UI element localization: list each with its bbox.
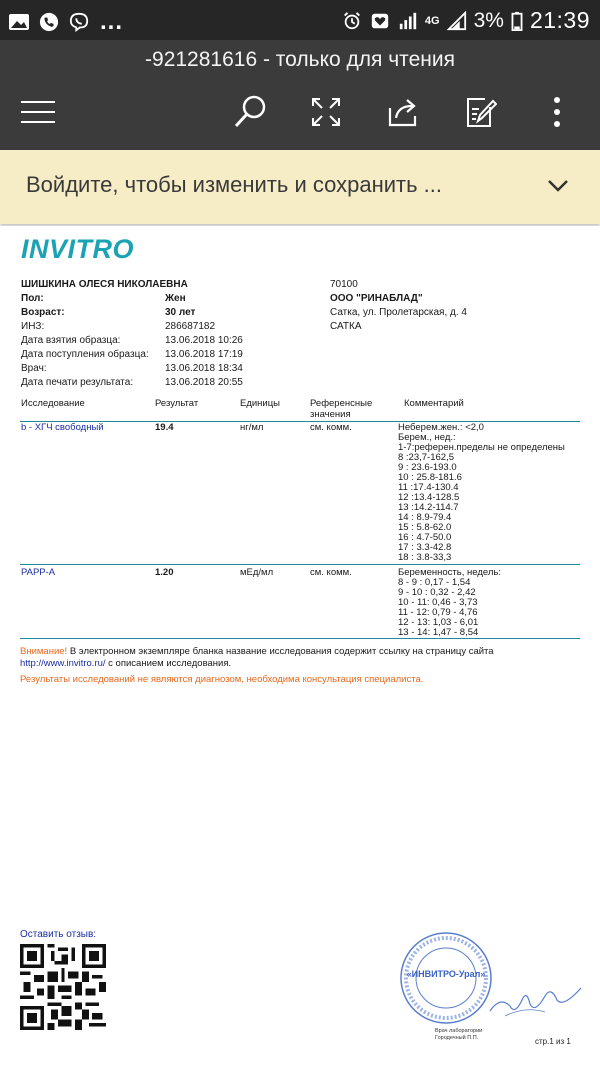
invitro-logo: INVITRO	[21, 234, 135, 264]
comment-line: 8 :23,7-162,5	[398, 452, 454, 463]
attention-text: В электронном экземпляре бланка название исследования содержит ссылку на страницу сайта	[67, 646, 494, 657]
doctor-value: 13.06.2018 18:34	[165, 363, 243, 374]
result-hcg: 19.4	[155, 422, 174, 433]
sign-in-text: Войдите, чтобы изменить и сохранить ...	[26, 172, 443, 197]
receipt-date-value: 13.06.2018 17:19	[165, 349, 243, 360]
page-number: стр.1 из 1	[535, 1037, 571, 1046]
attention-note	[20, 646, 494, 670]
phone-icon	[38, 12, 60, 32]
comment-line: Берем., нед.:	[398, 432, 456, 443]
alarm-icon	[341, 11, 363, 31]
clinic-address: Сатка, ул. Пролетарская, д. 4	[330, 307, 467, 318]
comment-line: 10 - 11: 0,46 - 3,73	[398, 597, 478, 608]
battery-percent: 3%	[473, 8, 504, 32]
edit-icon	[463, 95, 497, 129]
fullscreen-icon	[310, 96, 342, 128]
link-description: с описанием исследования.	[105, 658, 232, 669]
print-date-value: 13.06.2018 20:55	[165, 377, 243, 388]
comment-line: 14 : 8.9-79.4	[398, 512, 452, 523]
qr-code-icon[interactable]	[20, 944, 106, 1030]
doctor-title: Врач лаборатории	[435, 1028, 483, 1034]
table-bottom-divider	[20, 638, 580, 639]
inz-label: ИНЗ:	[21, 321, 45, 332]
network-type: 4G	[424, 14, 440, 27]
comment-line: 9 - 10 : 0,32 - 2,42	[398, 587, 476, 598]
search-button[interactable]	[230, 94, 270, 130]
table-row-divider	[20, 564, 580, 565]
clinic-city: САТКА	[330, 321, 362, 332]
disclaimer: Результаты исследований не являются диагнозом, необходима консультация специалиста.	[20, 674, 424, 685]
reference-papp-a: см. комм.	[310, 567, 352, 578]
comment-line: 17 : 3.3-42.8	[398, 542, 452, 553]
app-toolbar	[0, 40, 600, 150]
menu-icon	[19, 98, 57, 126]
comments-papp-a	[398, 568, 501, 638]
print-date-label: Дата печати результата:	[21, 377, 134, 388]
comment-line: 10 : 25.8-181.6	[398, 472, 462, 483]
comment-line: 11 - 12: 0,79 - 4,76	[398, 607, 478, 618]
comment-line: 13 :14.2-114.7	[398, 502, 459, 513]
more-options-button[interactable]	[537, 94, 577, 130]
col-reference-header-line2: значения	[310, 409, 351, 420]
age-value: 30 лет	[165, 307, 196, 318]
fullscreen-button[interactable]	[306, 94, 346, 130]
battery-icon	[510, 11, 524, 31]
clinic-code: 70100	[330, 279, 358, 290]
comment-line: 15 : 5.8-62.0	[398, 522, 452, 533]
more-icon	[551, 96, 563, 128]
sample-date-label: Дата взятия образца:	[21, 335, 121, 346]
stamp-icon	[398, 930, 494, 1026]
col-reference-header-line1: Референсные	[310, 398, 373, 409]
sign-in-banner[interactable]	[0, 150, 600, 224]
receipt-date-label: Дата поступления образца:	[21, 349, 149, 360]
signature-icon	[485, 976, 585, 1026]
document-title: -921281616 - только для чтения	[145, 48, 455, 71]
clinic-name: ООО "РИНАБЛАД"	[330, 293, 423, 304]
chevron-down-icon[interactable]	[546, 176, 570, 196]
comment-line: 1-7:референ.пределы не определены	[398, 442, 565, 453]
comment-line: 12 :13.4-128.5	[398, 492, 460, 503]
stamp-text: «ИНВИТРО-Урал»	[406, 969, 486, 979]
comments-hcg	[398, 423, 565, 563]
col-units-header: Единицы	[240, 398, 281, 409]
col-result-header: Результат	[155, 398, 199, 409]
table-header-divider	[20, 421, 580, 422]
gallery-icon	[8, 12, 30, 32]
sex-value: Жен	[165, 293, 186, 304]
attention-label: Внимание!	[20, 646, 68, 657]
test-name-hcg[interactable]: b - ХГЧ свободный	[21, 422, 104, 433]
clock: 21:39	[529, 7, 590, 33]
more-notifications: ...	[100, 8, 124, 35]
doctor-signature	[435, 1028, 482, 1042]
col-test-header: Исследование	[21, 398, 85, 409]
test-name-papp-a[interactable]: PAPP-A	[21, 567, 56, 578]
comment-line: 13 - 14: 1,47 - 8,54	[398, 627, 479, 638]
signal-strength-icon	[446, 11, 468, 31]
share-button[interactable]	[383, 94, 423, 130]
heart-icon	[369, 11, 391, 31]
col-reference-header	[310, 398, 372, 420]
doctor-label: Врач:	[21, 363, 47, 374]
col-comments-header: Комментарий	[404, 398, 464, 409]
search-icon	[232, 94, 268, 130]
patient-name: ШИШКИНА ОЛЕСЯ НИКОЛАЕВНА	[21, 279, 188, 290]
comment-line: 8 - 9 : 0,17 - 1,54	[398, 577, 471, 588]
comment-line: Неберем.жен.: <2,0	[398, 422, 484, 433]
share-icon	[386, 96, 420, 128]
comment-line: 16 : 4.7-50.0	[398, 532, 452, 543]
comment-line: 12 - 13: 1,03 - 6,01	[398, 617, 479, 628]
sample-date-value: 13.06.2018 10:26	[165, 335, 243, 346]
doctor-name: Городечный П.П.	[435, 1035, 479, 1041]
sex-label: Пол:	[21, 293, 44, 304]
comment-line: 9 : 23.6-193.0	[398, 462, 457, 473]
invitro-link[interactable]: http://www.invitro.ru/	[20, 658, 106, 669]
document-page	[0, 226, 600, 1066]
reference-hcg: см. комм.	[310, 422, 352, 433]
viber-icon	[68, 12, 90, 32]
menu-button[interactable]	[18, 94, 58, 130]
comment-line: 11 :17.4-130.4	[398, 482, 459, 493]
inz-value: 286687182	[165, 321, 216, 332]
units-papp-a: мЕд/мл	[240, 567, 274, 578]
comment-line: Беременность, недель:	[398, 567, 501, 578]
edit-button[interactable]	[460, 94, 500, 130]
units-hcg: нг/мл	[240, 422, 264, 433]
age-label: Возраст:	[21, 307, 65, 318]
result-papp-a: 1.20	[155, 567, 174, 578]
comment-line: 18 : 3.8-33,3	[398, 552, 452, 563]
feedback-label: Оставить отзыв:	[20, 929, 97, 940]
signal-icon	[397, 11, 419, 31]
status-bar	[0, 0, 600, 40]
